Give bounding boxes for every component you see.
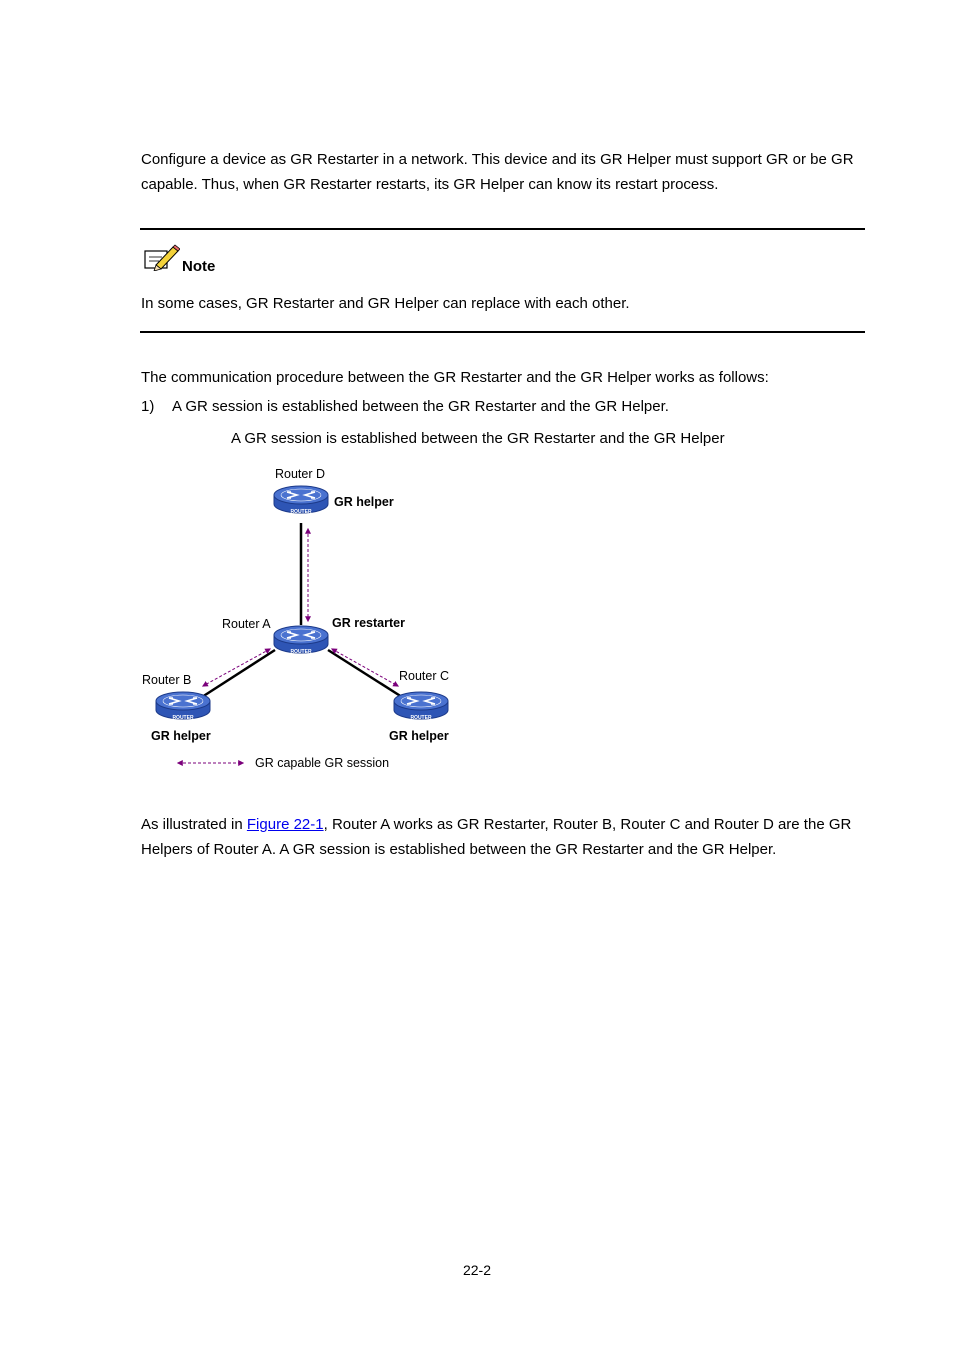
network-diagram: [130, 455, 490, 785]
link-a-b: [202, 650, 275, 697]
note-pencil-icon: [142, 243, 180, 276]
router-badge-a: ROUTER: [290, 649, 312, 655]
intro-paragraph: Configure a device as GR Restarter in a network. This device and its GR Helper must support GR or be GR capable. Thus, when GR Restarter restarts, its GR Helper can know its restart process.: [141, 151, 854, 193]
router-c-name: Router C: [399, 669, 450, 683]
router-c-icon: [394, 692, 448, 721]
note-header: [142, 248, 215, 276]
link-a-c: [328, 650, 402, 697]
router-a-icon: [274, 626, 328, 655]
note-top-rule: [140, 228, 865, 230]
router-badge-d: ROUTER: [290, 509, 312, 515]
router-a-name: Router A: [222, 617, 271, 631]
figure-link[interactable]: Figure 22-1: [246, 816, 324, 833]
session-a-c: [332, 649, 398, 686]
list-item-number: 1): [141, 398, 155, 415]
explanation-paragraph: [141, 812, 871, 862]
explanation-suffix: , Router A works as GR Restarter, Router B, Router C and Router D are the GR Helpers of Router A. A GR session is established between the GR Restarter and the GR Helper.: [141, 816, 852, 858]
note-label: Note: [182, 258, 216, 275]
router-a-role: GR restarter: [332, 616, 405, 630]
router-badge-b: ROUTER: [172, 715, 194, 721]
figure-caption: A GR session is established between the GR Restarter and the GR Helper: [231, 430, 725, 447]
router-b-role: GR helper: [151, 729, 211, 743]
router-c-role: GR helper: [389, 729, 449, 743]
procedure-intro: The communication procedure between the GR Restarter and the GR Helper works as follows:: [141, 369, 769, 386]
router-d-role: GR helper: [334, 495, 394, 509]
router-d-name: Router D: [275, 467, 326, 481]
page-number: 22-2: [462, 1262, 492, 1278]
router-b-icon: [156, 692, 210, 721]
explanation-prefix: As illustrated in: [141, 816, 247, 833]
note-bottom-rule: [140, 331, 865, 333]
list-item-text: A GR session is established between the GR Restarter and the GR Helper.: [172, 398, 669, 415]
note-text: In some cases, GR Restarter and GR Helper can replace with each other.: [141, 295, 630, 312]
router-badge-c: ROUTER: [410, 715, 432, 721]
router-b-name: Router B: [142, 673, 192, 687]
legend-label: GR capable GR session: [255, 756, 390, 770]
list-item: [141, 394, 669, 419]
session-a-b: [203, 649, 270, 686]
router-d-icon: [274, 486, 328, 515]
